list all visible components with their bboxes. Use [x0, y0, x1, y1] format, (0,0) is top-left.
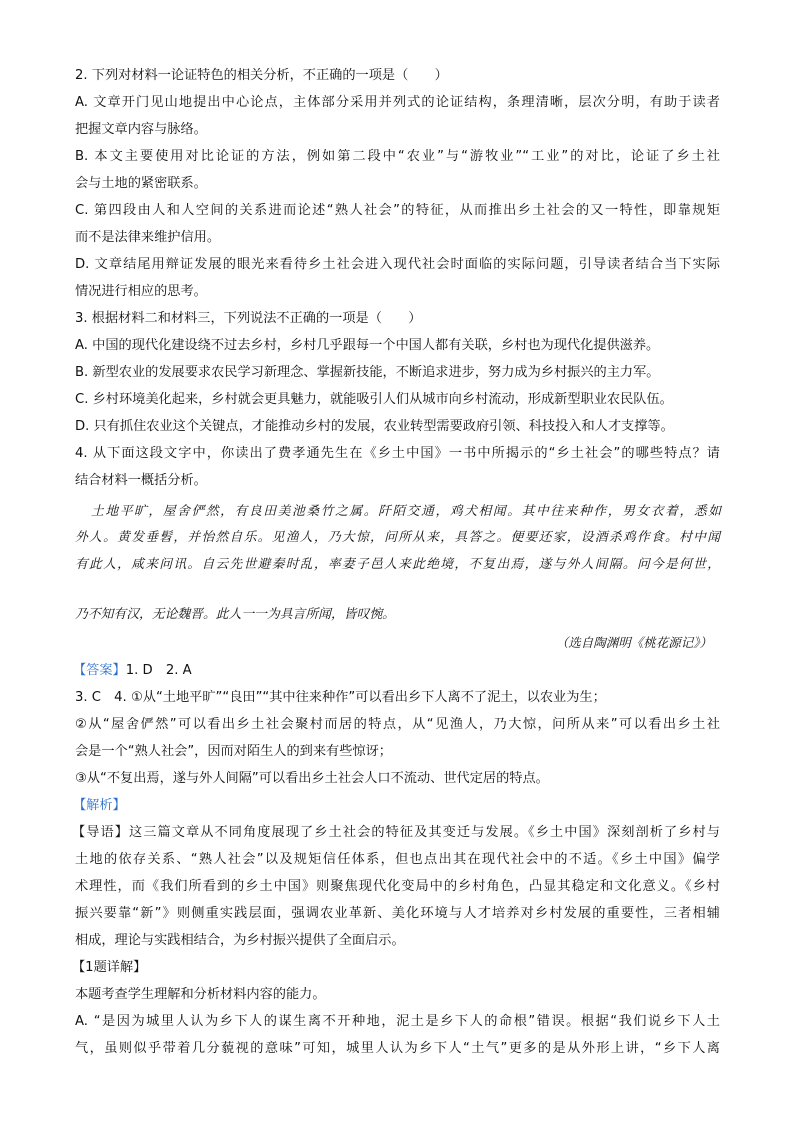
analysis-intro-line3: 术理性，而《我们所看到的乡土中国》则聚焦现代化变局中的乡村角色，凸显其稳定和文化意义。《乡村 — [75, 879, 720, 894]
answer-q4-point2-line2: 会是一个“熟人社会”，因而对陌生人的到来有些惊讶； — [75, 744, 392, 759]
detail-q1-line2: A. “是因为城里人认为乡下人的谋生离不开种地，泥土是乡下人的命根”错误。根据“我们说乡下人土 — [75, 1014, 720, 1029]
q2-option-c-line1: C. 第四段由人和人空间的关系进而论述“熟人社会”的特征，从而推出乡土社会的又一特性，即靠规矩 — [75, 203, 720, 218]
answer-q4-point2-line1: ②从“屋舍俨然”可以看出乡土社会聚村而居的特点，从“见渔人，乃大惊，问所从来”可以看出乡土社 — [75, 717, 720, 732]
answer-q4-point3: ③从“不复出焉，遂与外人间隔”可以看出乡土社会人口不流动、世代定居的特点。 — [75, 771, 549, 786]
analysis-intro-line1: 【导语】这三篇文章从不同角度展现了乡土社会的特征及其变迁与发展。《乡土中国》深刻剖析了乡村与 — [72, 825, 720, 840]
q2-option-d-line1: D. 文章结尾用辩证发展的眼光来看待乡土社会进入现代社会时面临的实际问题，引导读者结合当下实际 — [75, 257, 720, 272]
answer-tag: 【答案】 — [73, 663, 126, 678]
passage-line1: 土地平旷，屋舍俨然，有良田美池桑竹之属。阡陌交通，鸡犬相闻。其中往来种作，男女衣着，悉如 — [91, 504, 721, 519]
analysis-intro-line5: 相成，理论与实践相结合，为乡村振兴提供了全面启示。 — [75, 933, 405, 948]
detail-q1-line1: 本题考查学生理解和分析材料内容的能力。 — [75, 987, 326, 1002]
q2-option-a-line2: 把握文章内容与脉络。 — [75, 122, 207, 137]
passage-line3: 有此人，咸来问讯。自云先世避秦时乱，率妻子邑人来此绝境，不复出焉，遂与外人间隔。问今是何世， — [75, 557, 720, 572]
analysis-intro-line2: 土地的依存关系、“熟人社会”以及规矩信任体系，但也点出其在现代社会中的不适。《乡土中国》偏学 — [75, 852, 720, 867]
passage-source: （选自陶渊明《桃花源记》） — [555, 635, 712, 650]
analysis-tag: 【解析】 — [73, 798, 126, 813]
q2-option-a-line1: A. 文章开门见山地提出中心论点，主体部分采用并列式的论证结构，条理清晰，层次分明，有助于读者 — [75, 95, 720, 110]
detail-q1-line3: 气，虽则似乎带着几分藐视的意味”可知，城里人认为乡下人“土气”更多的是从外形上讲，“乡下人离 — [75, 1041, 720, 1056]
q3-stem: 3. 根据材料二和材料三，下列说法不正确的一项是（ ） — [75, 311, 422, 326]
passage-line4: 乃不知有汉，无论魏晋。此人一一为具言所闻，皆叹惋。 — [75, 607, 395, 622]
passage-line2: 外人。黄发垂髫，并怡然自乐。见渔人，乃大惊，问所从来，具答之。便要还家，设酒杀鸡作食。村中闻 — [75, 530, 720, 545]
q3-option-a: A. 中国的现代化建设绕不过去乡村，乡村几乎跟每一个中国人都有关联，乡村也为现代化提供滋养。 — [75, 338, 660, 353]
q2-option-b-line2: 会与土地的紧密联系。 — [75, 176, 207, 191]
answer-q1-q2: 1. D 2. A — [125, 663, 192, 678]
q4-stem-line1: 4. 从下面这段文字中，你读出了费孝通先生在《乡土中国》一书中所揭示的“乡土社会”的哪些特点？请 — [75, 446, 720, 461]
q2-option-b-line1: B. 本文主要使用对比论证的方法，例如第二段中“农业”与“游牧业”“工业”的对比，论证了乡土社 — [75, 149, 720, 164]
answer-q4-point1: 4. ①从“土地平旷”“良田”“其中往来种作”可以看出乡下人离不了泥土，以农业为生； — [114, 690, 606, 705]
q3-option-b: B. 新型农业的发展要求农民学习新理念、掌握新技能，不断追求进步，努力成为乡村振兴的主力军。 — [75, 365, 660, 380]
q2-option-d-line2: 情况进行相应的思考。 — [75, 284, 207, 299]
q4-stem-line2: 结合材料一概括分析。 — [75, 473, 207, 488]
q2-option-c-line2: 而不是法律来维护信用。 — [75, 230, 221, 245]
q2-stem: 2. 下列对材料一论证特色的相关分析，不正确的一项是（ ） — [75, 68, 448, 83]
detail-q1-heading: 【1题详解】 — [72, 960, 147, 975]
analysis-intro-line4: 振兴要靠“新”》则侧重实践层面，强调农业革新、美化环境与人才培养对乡村发展的重要性，三者相辅 — [75, 906, 720, 921]
answer-line1 — [73, 661, 718, 681]
answer-q3: 3. C — [75, 690, 115, 705]
answer-line2 — [75, 688, 720, 708]
q3-option-c: C. 乡村环境美化起来，乡村就会更具魅力，就能吸引人们从城市向乡村流动，形成新型职业农民队伍。 — [75, 392, 673, 407]
q3-option-d: D. 只有抓住农业这个关键点，才能推动乡村的发展，农业转型需要政府引领、科技投入和人才支撑等。 — [75, 419, 674, 434]
